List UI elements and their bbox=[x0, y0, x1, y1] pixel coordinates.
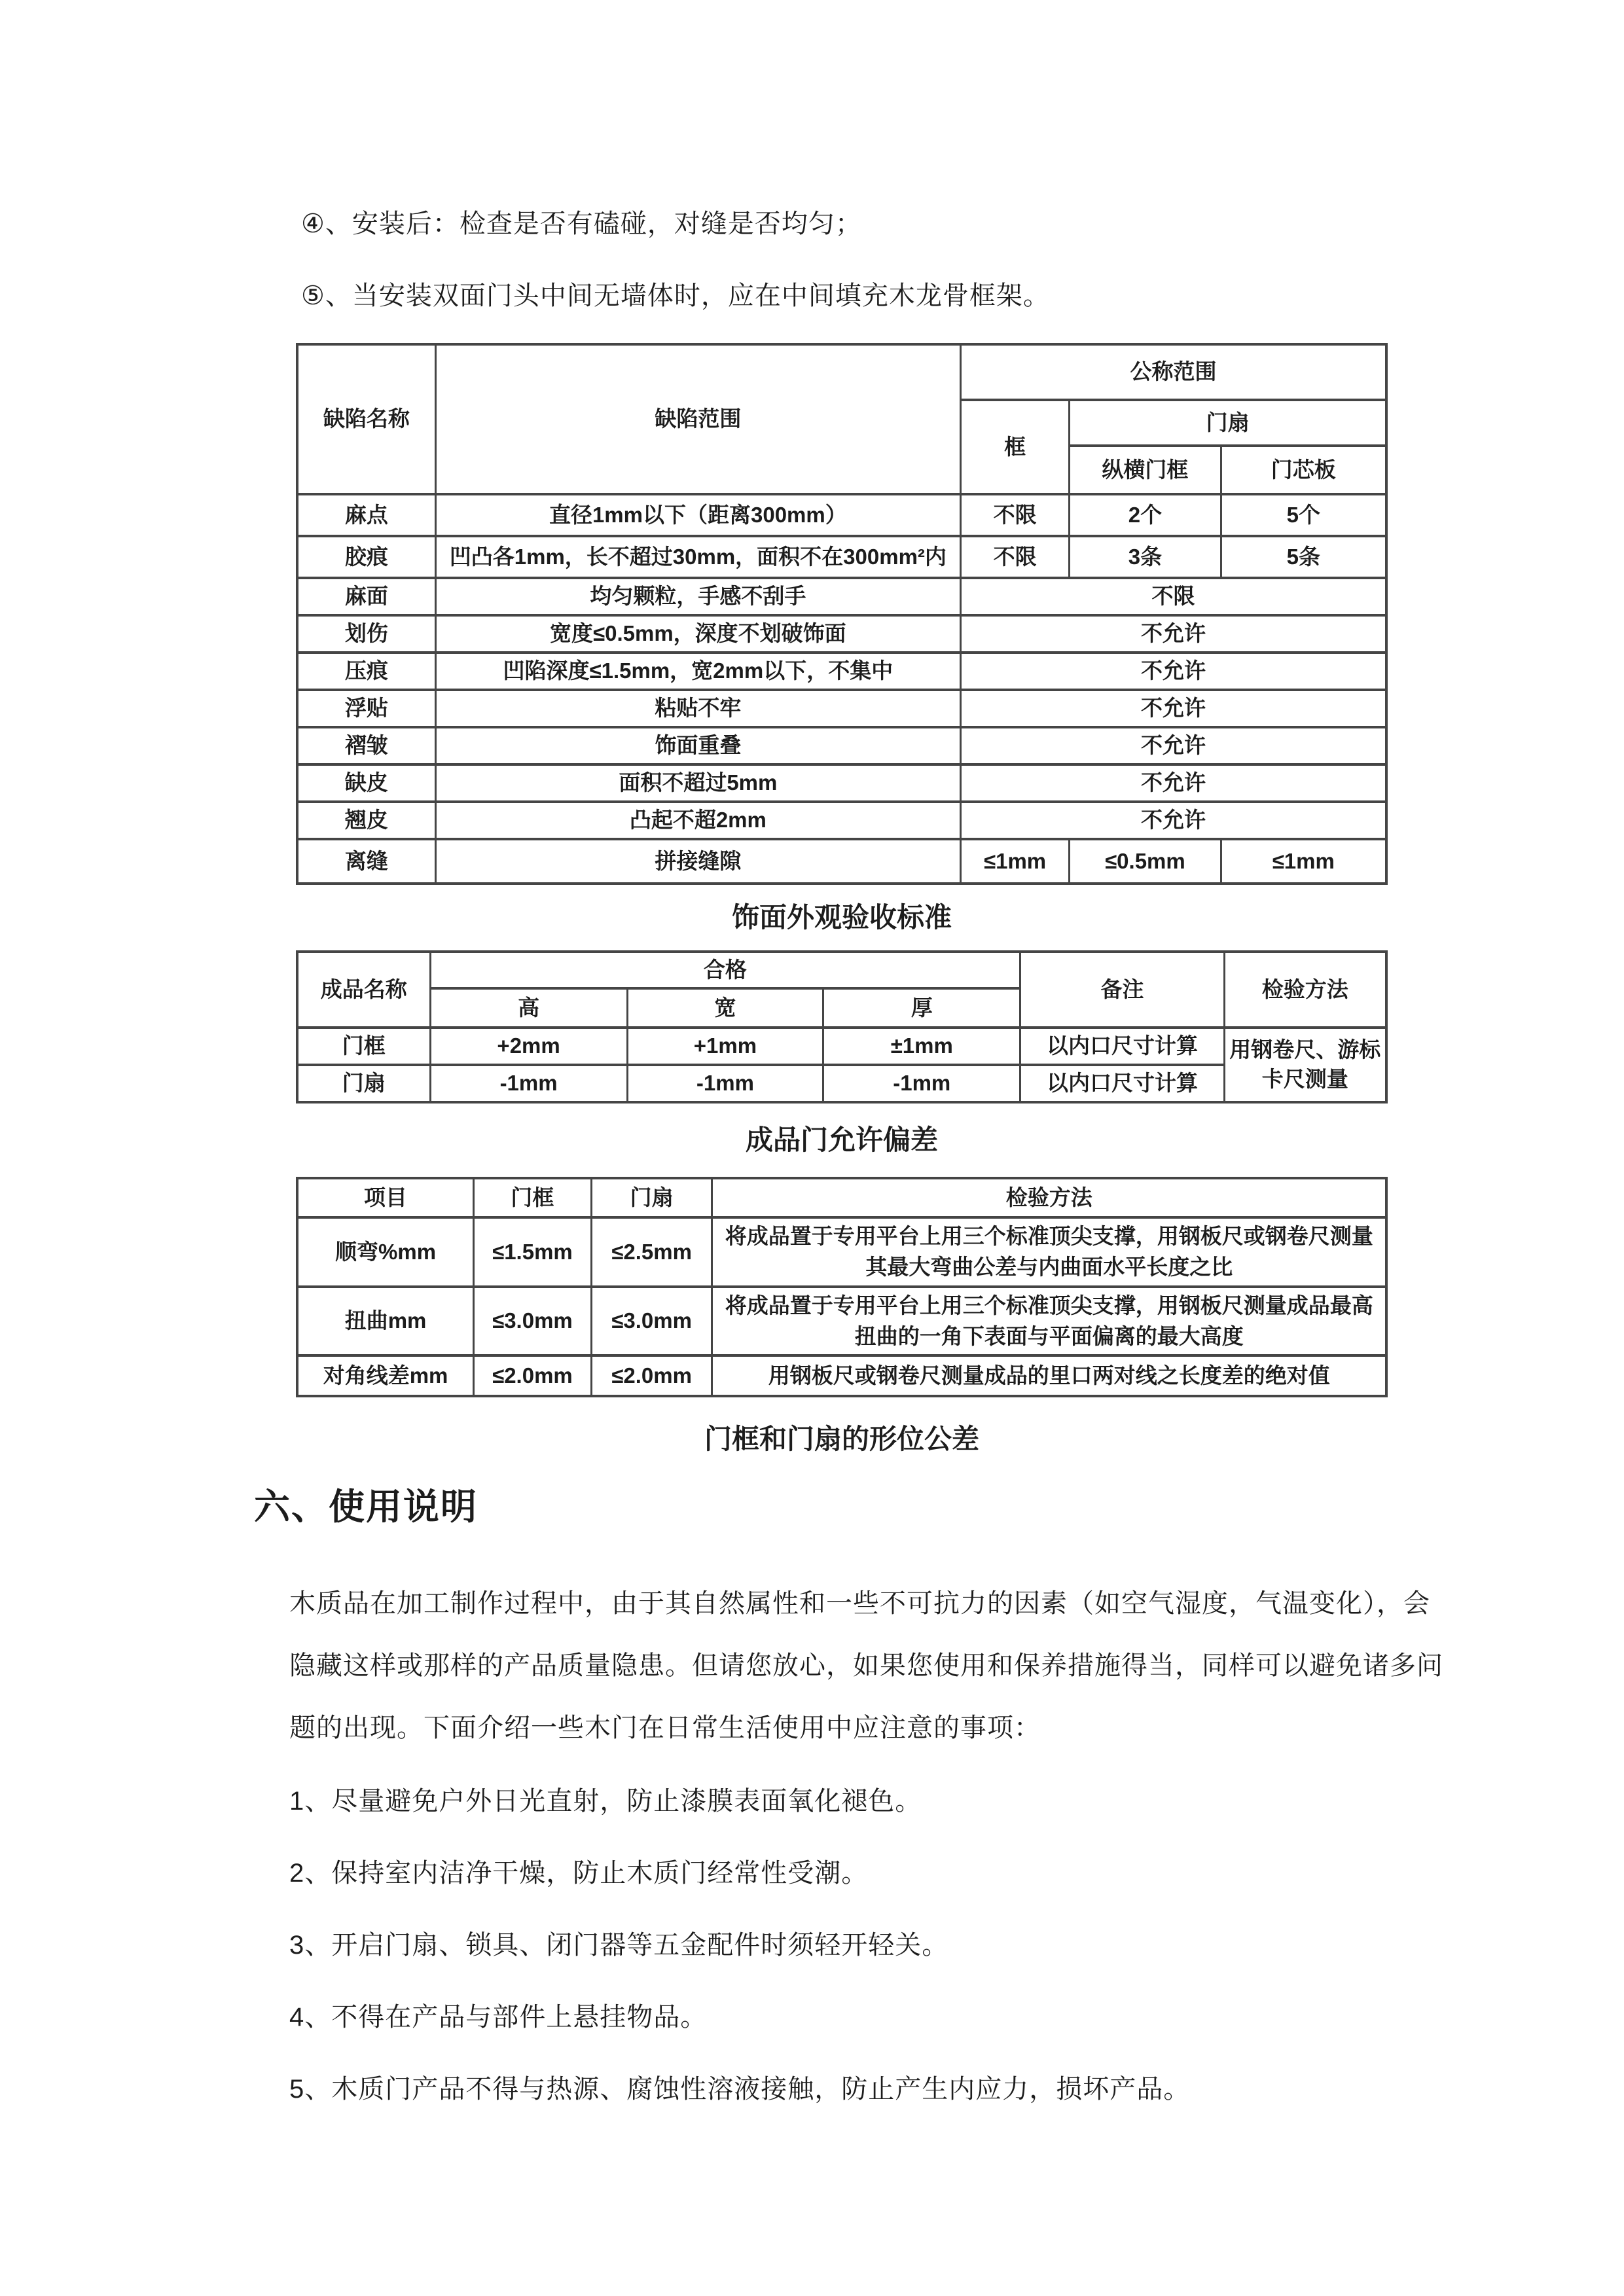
table-row bbox=[297, 802, 1386, 839]
usage-notes-list bbox=[289, 1785, 1388, 2105]
defect-name-cell: 缺皮 bbox=[297, 764, 435, 802]
height-cell: -1mm bbox=[430, 1065, 627, 1102]
table3-caption: 门框和门扇的形位公差 bbox=[704, 1424, 979, 1455]
defect-range-cell: 直径1mm以下（距离300mm） bbox=[435, 494, 960, 536]
defect-range-cell: 粘贴不牢 bbox=[435, 690, 960, 727]
stile-cell: 2个 bbox=[1070, 494, 1221, 536]
frame-cell: 不限 bbox=[960, 494, 1069, 536]
core-cell: 5个 bbox=[1221, 494, 1386, 536]
defect-name-cell: 翘皮 bbox=[297, 802, 435, 839]
header-height: 高 bbox=[430, 988, 627, 1028]
header-product-name: 成品名称 bbox=[297, 952, 430, 1028]
defect-range-cell: 凹凸各1mm，长不超过30mm，面积不在300mm²内 bbox=[435, 536, 960, 578]
defect-range-cell: 凸起不超2mm bbox=[435, 802, 960, 839]
table-row bbox=[297, 727, 1386, 764]
install-note-4: ④、安装后：检查是否有磕碰，对缝是否均匀； bbox=[301, 209, 862, 238]
header-frame: 门框 bbox=[474, 1178, 592, 1217]
defect-name-cell: 压痕 bbox=[297, 653, 435, 690]
table-row bbox=[297, 1287, 1386, 1356]
header-door-leaf: 门扇 bbox=[1070, 400, 1386, 446]
list-item: 2、保持室内洁净干燥，防止木质门经常性受潮。 bbox=[289, 1859, 869, 1888]
defect-range-cell: 均匀颗粒，手感不刮手 bbox=[435, 578, 960, 615]
usage-intro-paragraph bbox=[289, 1573, 1443, 1759]
defect-name-cell: 划伤 bbox=[297, 615, 435, 653]
surface-defect-table bbox=[296, 343, 1388, 885]
frame-cell: ≤2.0mm bbox=[474, 1355, 592, 1396]
header-stile-rail: 纵横门框 bbox=[1070, 446, 1221, 494]
geometric-tolerance-table bbox=[296, 1177, 1388, 1397]
defect-name-cell: 麻点 bbox=[297, 494, 435, 536]
remark-cell: 以内口尺寸计算 bbox=[1020, 1028, 1224, 1065]
header-nominal-range: 公称范围 bbox=[960, 344, 1386, 400]
table-row bbox=[297, 690, 1386, 727]
frame-cell: ≤1mm bbox=[960, 839, 1069, 884]
table2-caption: 成品门允许偏差 bbox=[745, 1124, 938, 1155]
defect-name-cell: 浮贴 bbox=[297, 690, 435, 727]
merged-limit-cell: 不允许 bbox=[960, 690, 1386, 727]
finished-door-deviation-table bbox=[296, 950, 1388, 1103]
header-remark: 备注 bbox=[1020, 952, 1224, 1028]
header-core-panel: 门芯板 bbox=[1221, 446, 1386, 494]
defect-range-cell: 饰面重叠 bbox=[435, 727, 960, 764]
item-cell: 对角线差mm bbox=[297, 1355, 474, 1396]
item-cell: 扭曲mm bbox=[297, 1287, 474, 1356]
table-row bbox=[297, 615, 1386, 653]
width-cell: -1mm bbox=[627, 1065, 823, 1102]
defect-name-cell: 麻面 bbox=[297, 578, 435, 615]
merged-limit-cell: 不允许 bbox=[960, 764, 1386, 802]
table-row bbox=[297, 839, 1386, 884]
method-cell: 将成品置于专用平台上用三个标准顶尖支撑，用钢板尺测量成品最高扭曲的一角下表面与平面偏离的最大高度 bbox=[712, 1287, 1386, 1356]
shared-method-cell: 用钢卷尺、游标卡尺测量 bbox=[1224, 1028, 1386, 1102]
list-item: 1、尽量避免户外日光直射，防止漆膜表面氧化褪色。 bbox=[289, 1787, 922, 1816]
list-item: 5、木质门产品不得与热源、腐蚀性溶液接触，防止产生内应力，损坏产品。 bbox=[289, 2075, 1191, 2104]
table-row bbox=[297, 536, 1386, 578]
merged-limit-cell: 不允许 bbox=[960, 802, 1386, 839]
header-method: 检验方法 bbox=[1224, 952, 1386, 1028]
header-leaf: 门扇 bbox=[591, 1178, 712, 1217]
header-defect-name: 缺陷名称 bbox=[297, 344, 435, 494]
header-width: 宽 bbox=[627, 988, 823, 1028]
header-method: 检验方法 bbox=[712, 1178, 1386, 1217]
list-item: 4、不得在产品与部件上悬挂物品。 bbox=[289, 2003, 708, 2032]
header-frame: 框 bbox=[960, 400, 1069, 494]
section-heading-usage: 六、使用说明 bbox=[254, 1486, 478, 1528]
merged-limit-cell: 不允许 bbox=[960, 615, 1386, 653]
defect-range-cell: 面积不超过5mm bbox=[435, 764, 960, 802]
defect-name-cell: 褶皱 bbox=[297, 727, 435, 764]
product-name-cell: 门扇 bbox=[297, 1065, 430, 1102]
core-cell: ≤1mm bbox=[1221, 839, 1386, 884]
product-name-cell: 门框 bbox=[297, 1028, 430, 1065]
table-row bbox=[297, 578, 1386, 615]
paragraph-line: 隐藏这样或那样的产品质量隐患。但请您放心，如果您使用和保养措施得当，同样可以避免诸多问 bbox=[289, 1651, 1443, 1681]
frame-cell: 不限 bbox=[960, 536, 1069, 578]
list-item: 3、开启门扇、锁具、闭门器等五金配件时须轻开轻关。 bbox=[289, 1931, 949, 1960]
defect-range-cell: 宽度≤0.5mm，深度不划破饰面 bbox=[435, 615, 960, 653]
install-note-5: ⑤、当安装双面门头中间无墙体时，应在中间填充木龙骨框架。 bbox=[301, 281, 1050, 310]
leaf-cell: ≤3.0mm bbox=[591, 1287, 712, 1356]
frame-cell: ≤3.0mm bbox=[474, 1287, 592, 1356]
item-cell: 顺弯%mm bbox=[297, 1217, 474, 1287]
defect-range-cell: 凹陷深度≤1.5mm，宽2mm以下，不集中 bbox=[435, 653, 960, 690]
table1-caption: 饰面外观验收标准 bbox=[731, 902, 952, 933]
leaf-cell: ≤2.0mm bbox=[591, 1355, 712, 1396]
header-defect-range: 缺陷范围 bbox=[435, 344, 960, 494]
paragraph-line: 题的出现。下面介绍一些木门在日常生活使用中应注意的事项： bbox=[289, 1713, 1041, 1743]
method-cell: 将成品置于专用平台上用三个标准顶尖支撑，用钢板尺或钢卷尺测量其最大弯曲公差与内曲面水平长度之比 bbox=[712, 1217, 1386, 1287]
table-row bbox=[297, 653, 1386, 690]
table-row bbox=[297, 1355, 1386, 1396]
method-cell: 用钢板尺或钢卷尺测量成品的里口两对线之长度差的绝对值 bbox=[712, 1355, 1386, 1396]
table-row bbox=[297, 1065, 1386, 1102]
stile-cell: 3条 bbox=[1070, 536, 1221, 578]
stile-cell: ≤0.5mm bbox=[1070, 839, 1221, 884]
merged-limit-cell: 不允许 bbox=[960, 727, 1386, 764]
header-qualified: 合格 bbox=[430, 952, 1020, 988]
paragraph-line: 木质品在加工制作过程中，由于其自然属性和一些不可抗力的因素（如空气湿度，气温变化），会 bbox=[289, 1589, 1430, 1619]
height-cell: +2mm bbox=[430, 1028, 627, 1065]
width-cell: +1mm bbox=[627, 1028, 823, 1065]
defect-name-cell: 离缝 bbox=[297, 839, 435, 884]
table-row bbox=[297, 1217, 1386, 1287]
header-thickness: 厚 bbox=[823, 988, 1020, 1028]
table-row bbox=[297, 494, 1386, 536]
merged-limit-cell: 不允许 bbox=[960, 653, 1386, 690]
thickness-cell: -1mm bbox=[823, 1065, 1020, 1102]
thickness-cell: ±1mm bbox=[823, 1028, 1020, 1065]
defect-name-cell: 胶痕 bbox=[297, 536, 435, 578]
leaf-cell: ≤2.5mm bbox=[591, 1217, 712, 1287]
table-row bbox=[297, 764, 1386, 802]
defect-range-cell: 拼接缝隙 bbox=[435, 839, 960, 884]
merged-limit-cell: 不限 bbox=[960, 578, 1386, 615]
core-cell: 5条 bbox=[1221, 536, 1386, 578]
table-row bbox=[297, 1028, 1386, 1065]
header-item: 项目 bbox=[297, 1178, 474, 1217]
frame-cell: ≤1.5mm bbox=[474, 1217, 592, 1287]
remark-cell: 以内口尺寸计算 bbox=[1020, 1065, 1224, 1102]
